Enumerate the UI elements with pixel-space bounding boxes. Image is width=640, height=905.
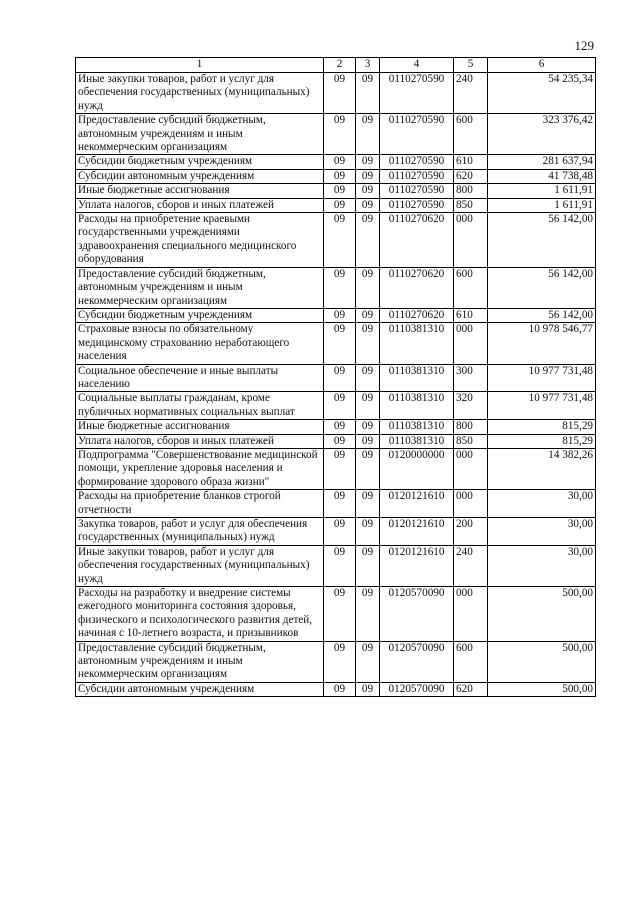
table-row [76, 213, 596, 268]
row-section: 09 [324, 364, 356, 392]
row-expense-type: 000 [454, 213, 488, 268]
row-name: Расходы на разработку и внедрение системы ежегодного мониторинга состояния здоровья, физического и психологического развития детей, начиная с 10-летнего возраста, и призывников [76, 587, 324, 642]
row-name: Расходы на приобретение краевыми государственными учреждениями здравоохранения специального медицинского оборудования [76, 213, 324, 268]
table-row [76, 641, 596, 682]
col-header-2: 2 [324, 58, 356, 73]
table-row [76, 392, 596, 420]
row-expense-type: 800 [454, 184, 488, 198]
page-number: 129 [574, 38, 594, 53]
row-target-code: 0110270590 [380, 73, 454, 114]
row-section: 09 [324, 641, 356, 682]
row-target-code: 0110270590 [380, 184, 454, 198]
row-amount: 500,00 [488, 641, 596, 682]
row-target-code: 0110381310 [380, 392, 454, 420]
row-expense-type: 620 [454, 682, 488, 696]
row-amount: 500,00 [488, 587, 596, 642]
row-section: 09 [324, 267, 356, 308]
table-row [76, 155, 596, 169]
row-target-code: 0110270620 [380, 267, 454, 308]
row-name: Предоставление субсидий бюджетным, автономным учреждениям и иным некоммерческим организациям [76, 641, 324, 682]
row-expense-type: 000 [454, 448, 488, 489]
table-row [76, 682, 596, 696]
row-target-code: 0110381310 [380, 434, 454, 448]
row-expense-type: 620 [454, 169, 488, 183]
row-expense-type: 600 [454, 641, 488, 682]
row-section: 09 [324, 545, 356, 586]
row-amount: 56 142,00 [488, 308, 596, 322]
row-section: 09 [324, 448, 356, 489]
row-subsection: 09 [356, 682, 380, 696]
row-name: Иные закупки товаров, работ и услуг для обеспечения государственных (муниципальных) нужд [76, 545, 324, 586]
row-name: Субсидии бюджетным учреждениям [76, 155, 324, 169]
row-section: 09 [324, 518, 356, 546]
row-amount: 1 611,91 [488, 198, 596, 212]
row-subsection: 09 [356, 213, 380, 268]
table-row [76, 364, 596, 392]
row-amount: 54 235,34 [488, 73, 596, 114]
row-section: 09 [324, 308, 356, 322]
row-expense-type: 000 [454, 587, 488, 642]
row-name: Субсидии автономным учреждениям [76, 169, 324, 183]
row-name: Предоставление субсидий бюджетным, автономным учреждениям и иным некоммерческим организациям [76, 114, 324, 155]
row-amount: 1 611,91 [488, 184, 596, 198]
row-amount: 30,00 [488, 545, 596, 586]
row-subsection: 09 [356, 308, 380, 322]
table-row [76, 434, 596, 448]
row-subsection: 09 [356, 323, 380, 364]
row-target-code: 0110381310 [380, 323, 454, 364]
row-subsection: 09 [356, 184, 380, 198]
row-amount: 815,29 [488, 420, 596, 434]
row-section: 09 [324, 434, 356, 448]
row-amount: 30,00 [488, 518, 596, 546]
table-row [76, 323, 596, 364]
row-name: Иные закупки товаров, работ и услуг для обеспечения государственных (муниципальных) нужд [76, 73, 324, 114]
row-section: 09 [324, 213, 356, 268]
header-row [76, 58, 596, 73]
row-expense-type: 600 [454, 267, 488, 308]
row-target-code: 0120000000 [380, 448, 454, 489]
row-name: Субсидии бюджетным учреждениям [76, 308, 324, 322]
row-section: 09 [324, 323, 356, 364]
row-section: 09 [324, 155, 356, 169]
row-name: Предоставление субсидий бюджетным, автономным учреждениям и иным некоммерческим организациям [76, 267, 324, 308]
row-name: Субсидии автономным учреждениям [76, 682, 324, 696]
row-subsection: 09 [356, 267, 380, 308]
row-expense-type: 800 [454, 420, 488, 434]
row-expense-type: 850 [454, 434, 488, 448]
col-header-3: 3 [356, 58, 380, 73]
table-row [76, 587, 596, 642]
row-target-code: 0120570090 [380, 587, 454, 642]
row-subsection: 09 [356, 392, 380, 420]
row-amount: 323 376,42 [488, 114, 596, 155]
row-target-code: 0110270620 [380, 213, 454, 268]
row-target-code: 0110270620 [380, 308, 454, 322]
row-expense-type: 240 [454, 73, 488, 114]
row-name: Расходы на приобретение бланков строгой отчетности [76, 490, 324, 518]
row-expense-type: 000 [454, 323, 488, 364]
row-section: 09 [324, 114, 356, 155]
row-subsection: 09 [356, 364, 380, 392]
row-amount: 10 977 731,48 [488, 364, 596, 392]
row-expense-type: 610 [454, 155, 488, 169]
row-amount: 10 978 546,77 [488, 323, 596, 364]
budget-table [75, 57, 596, 697]
row-target-code: 0110270590 [380, 114, 454, 155]
row-expense-type: 610 [454, 308, 488, 322]
row-target-code: 0110270590 [380, 198, 454, 212]
row-name: Иные бюджетные ассигнования [76, 420, 324, 434]
row-expense-type: 850 [454, 198, 488, 212]
table-row [76, 420, 596, 434]
row-amount: 56 142,00 [488, 267, 596, 308]
row-expense-type: 600 [454, 114, 488, 155]
row-target-code: 0120570090 [380, 682, 454, 696]
table-row [76, 184, 596, 198]
row-target-code: 0120570090 [380, 641, 454, 682]
row-target-code: 0110270590 [380, 169, 454, 183]
row-expense-type: 000 [454, 490, 488, 518]
row-target-code: 0110381310 [380, 420, 454, 434]
table-row [76, 308, 596, 322]
row-subsection: 09 [356, 641, 380, 682]
row-name: Социальное обеспечение и иные выплаты населению [76, 364, 324, 392]
col-header-4: 4 [380, 58, 454, 73]
col-header-1: 1 [76, 58, 324, 73]
row-amount: 14 382,26 [488, 448, 596, 489]
row-target-code: 0110381310 [380, 364, 454, 392]
row-target-code: 0110270590 [380, 155, 454, 169]
row-subsection: 09 [356, 587, 380, 642]
row-subsection: 09 [356, 434, 380, 448]
row-amount: 10 977 731,48 [488, 392, 596, 420]
row-amount: 56 142,00 [488, 213, 596, 268]
row-expense-type: 200 [454, 518, 488, 546]
row-section: 09 [324, 587, 356, 642]
row-section: 09 [324, 198, 356, 212]
row-section: 09 [324, 682, 356, 696]
row-amount: 30,00 [488, 490, 596, 518]
row-name: Уплата налогов, сборов и иных платежей [76, 198, 324, 212]
row-section: 09 [324, 184, 356, 198]
row-subsection: 09 [356, 545, 380, 586]
col-header-5: 5 [454, 58, 488, 73]
row-name: Страховые взносы по обязательному медицинскому страхованию неработающего населения [76, 323, 324, 364]
row-expense-type: 240 [454, 545, 488, 586]
row-subsection: 09 [356, 155, 380, 169]
row-name: Подпрограмма "Совершенствование медицинской помощи, укрепление здоровья населения и формирование здорового образа жизни" [76, 448, 324, 489]
row-target-code: 0120121610 [380, 545, 454, 586]
row-amount: 281 637,94 [488, 155, 596, 169]
row-subsection: 09 [356, 198, 380, 212]
row-subsection: 09 [356, 420, 380, 434]
table-row [76, 267, 596, 308]
table-row [76, 490, 596, 518]
row-subsection: 09 [356, 114, 380, 155]
row-target-code: 0120121610 [380, 490, 454, 518]
row-section: 09 [324, 490, 356, 518]
row-section: 09 [324, 392, 356, 420]
row-subsection: 09 [356, 490, 380, 518]
row-section: 09 [324, 169, 356, 183]
table-row [76, 198, 596, 212]
row-amount: 41 738,48 [488, 169, 596, 183]
row-amount: 815,29 [488, 434, 596, 448]
table-row [76, 73, 596, 114]
row-name: Иные бюджетные ассигнования [76, 184, 324, 198]
row-name: Социальные выплаты гражданам, кроме публичных нормативных социальных выплат [76, 392, 324, 420]
row-name: Закупка товаров, работ и услуг для обеспечения государственных (муниципальных) нужд [76, 518, 324, 546]
col-header-6: 6 [488, 58, 596, 73]
row-expense-type: 300 [454, 364, 488, 392]
table-row [76, 518, 596, 546]
row-name: Уплата налогов, сборов и иных платежей [76, 434, 324, 448]
row-subsection: 09 [356, 448, 380, 489]
row-subsection: 09 [356, 169, 380, 183]
table-row [76, 114, 596, 155]
table-row [76, 448, 596, 489]
row-target-code: 0120121610 [380, 518, 454, 546]
table-row [76, 545, 596, 586]
row-amount: 500,00 [488, 682, 596, 696]
row-expense-type: 320 [454, 392, 488, 420]
row-section: 09 [324, 420, 356, 434]
row-subsection: 09 [356, 73, 380, 114]
row-section: 09 [324, 73, 356, 114]
table-row [76, 169, 596, 183]
row-subsection: 09 [356, 518, 380, 546]
